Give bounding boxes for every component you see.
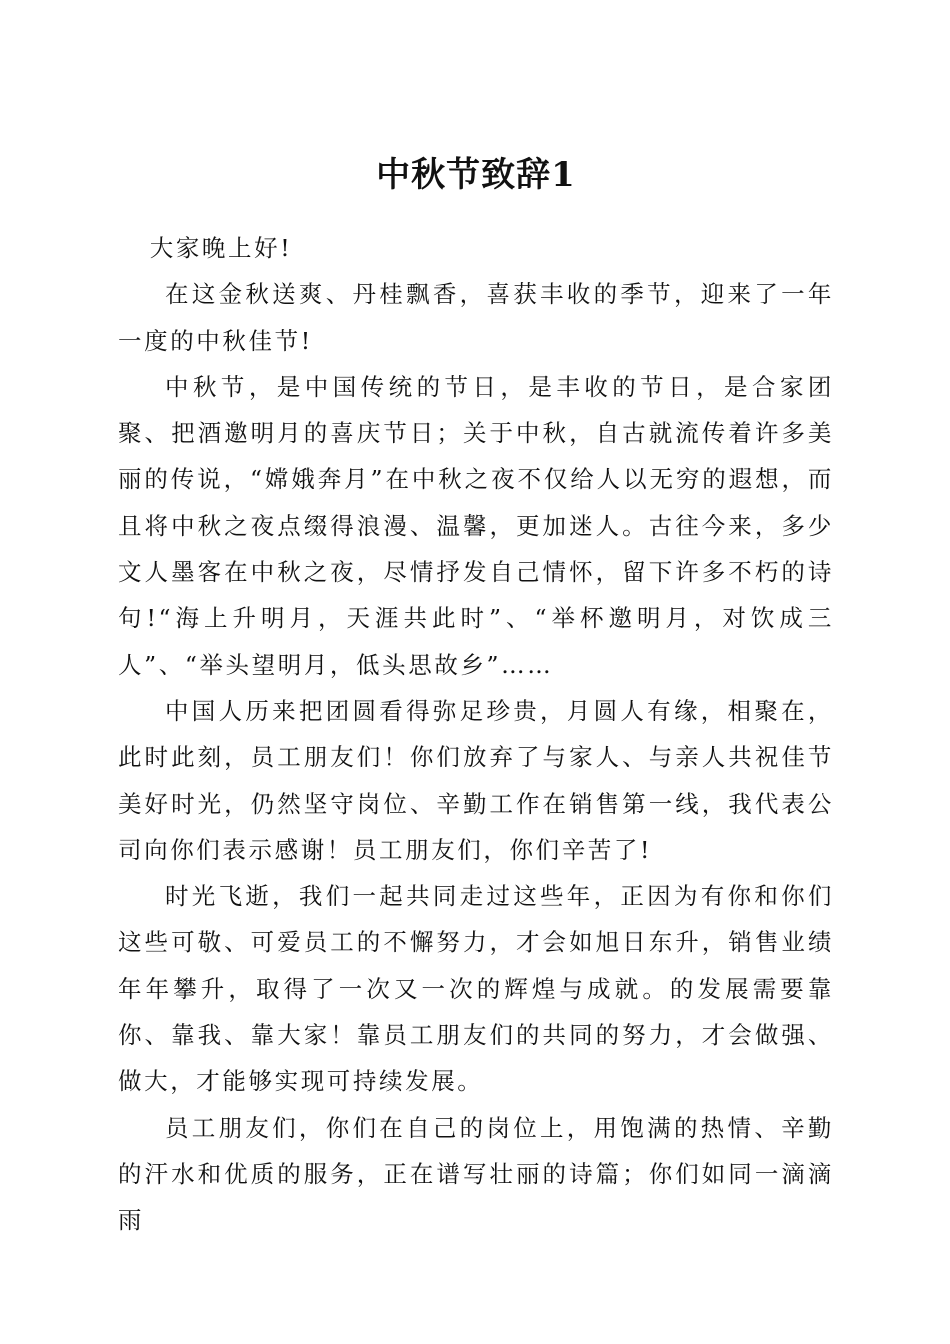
paragraph: 时光飞逝，我们一起共同走过这些年，正因为有你和你们这些可敬、可爱员工的不懈努力，才会如旭日东升，销售业绩年年攀升，取得了一次又一次的辉煌与成就。的发展需要靠你、靠我、靠大家！靠员工朋友们的共同的努力，才会做强、做大，才能够实现可持续发展。 <box>118 882 834 1096</box>
paragraph-greeting: 大家晚上好! <box>149 234 293 262</box>
paragraph: 中秋节，是中国传统的节日，是丰收的节日，是合家团聚、把酒邀明月的喜庆节日；关于中秋，自古就流传着许多美丽的传说，“嫦娥奔月”在中秋之夜不仅给人以无穷的遐想，而且将中秋之夜点缀得浪漫、温馨，更加迷人。古往今来，多少文人墨客在中秋之夜，尽情抒发自己情怀，留下许多不朽的诗句!“海上升明月，天涯共此时”、“举杯邀明月，对饮成三人”、“举头望明月，低头思故乡”…… <box>118 372 834 679</box>
document-title: 中秋节致辞1 <box>376 155 576 195</box>
document-body <box>118 225 834 1244</box>
paragraph: 中国人历来把团圆看得弥足珍贵，月圆人有缘，相聚在，此时此刻，员工朋友们！你们放弃了与家人、与亲人共祝佳节美好时光，仍然坚守岗位、辛勤工作在销售第一线，我代表公司向你们表示感谢！员工朋友们，你们辛苦了! <box>118 696 834 864</box>
paragraph: 在这金秋送爽、丹桂飘香，喜获丰收的季节，迎来了一年一度的中秋佳节! <box>118 280 834 355</box>
document-page <box>118 0 848 1344</box>
paragraph: 员工朋友们，你们在自己的岗位上，用饱满的热情、辛勤的汗水和优质的服务，正在谱写壮丽的诗篇；你们如同一滴滴雨 <box>118 1113 834 1235</box>
